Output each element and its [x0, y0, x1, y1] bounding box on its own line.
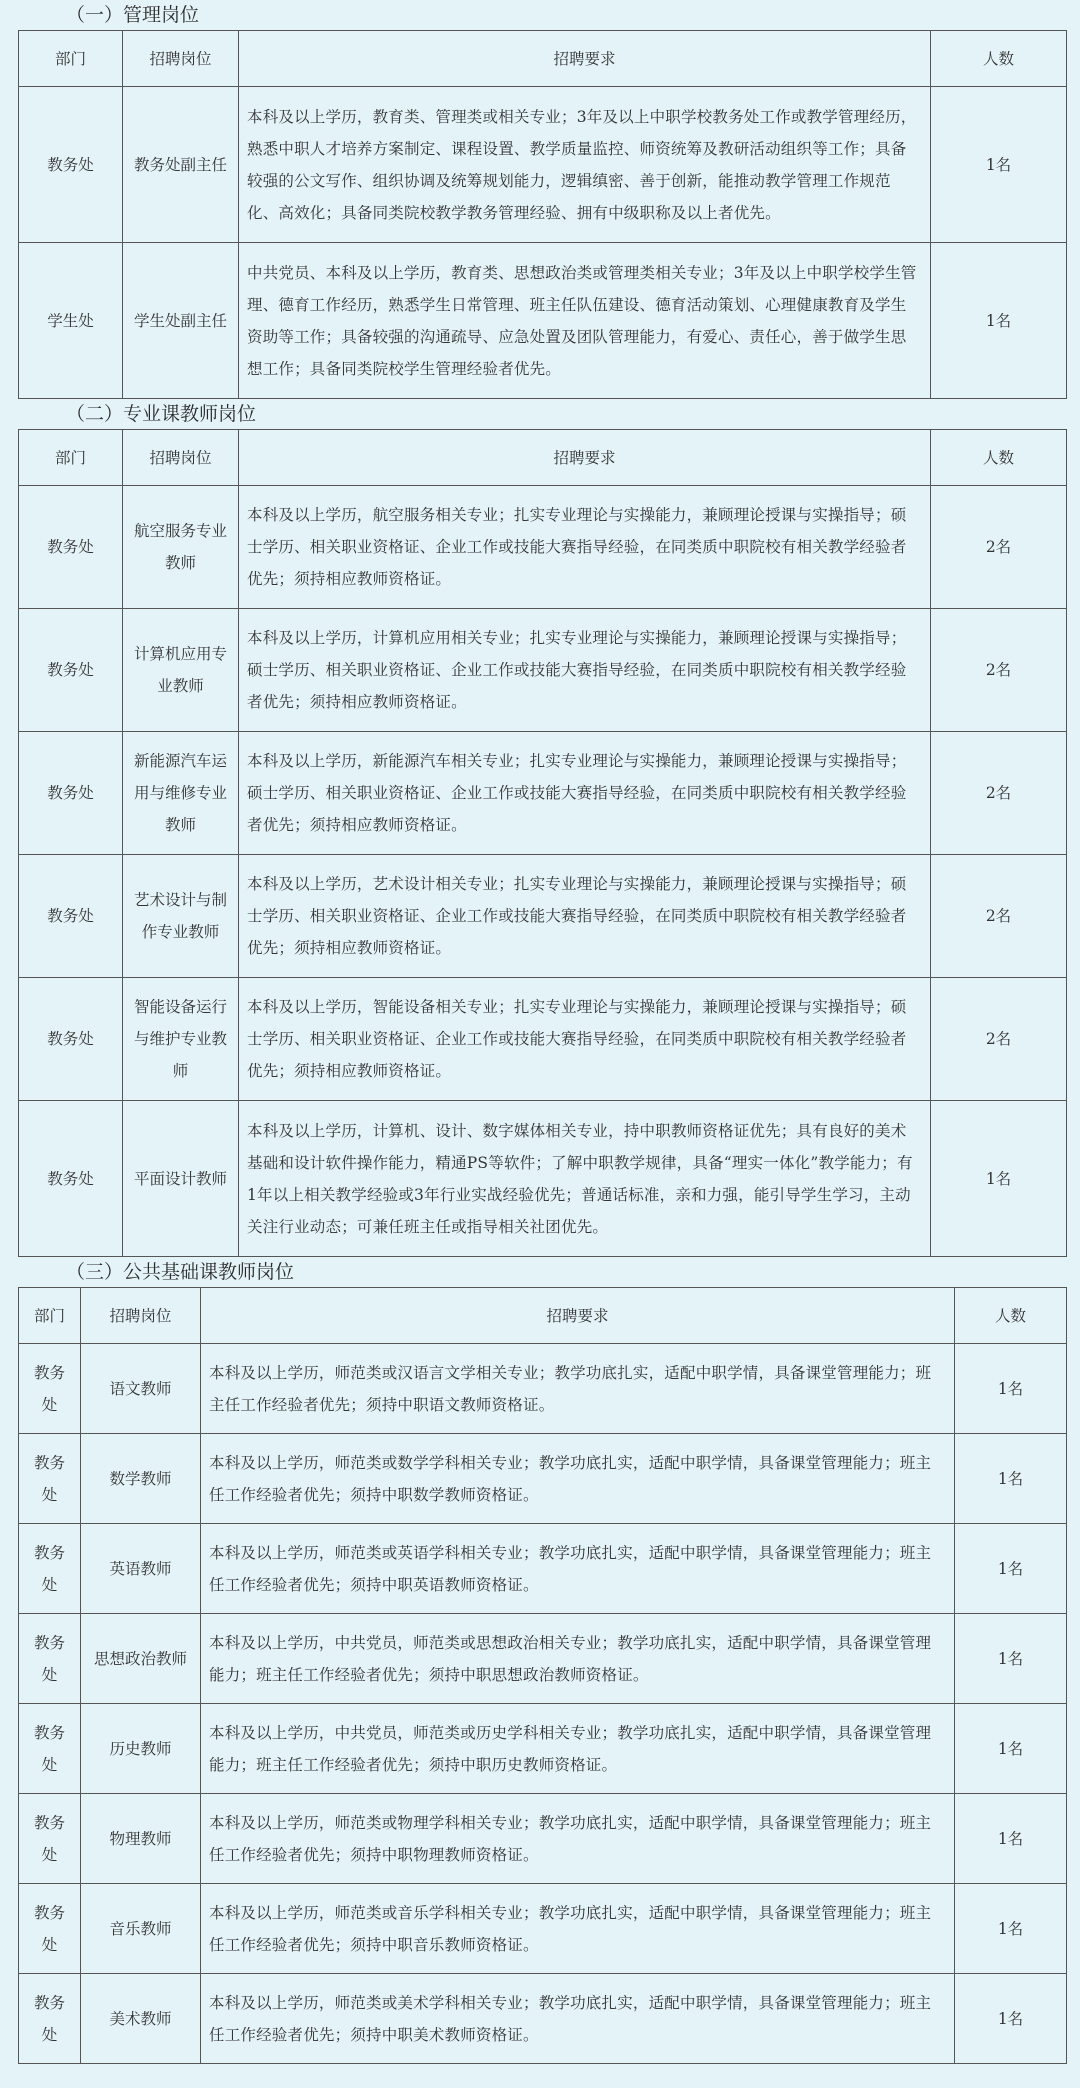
position-cell: 英语教师	[81, 1524, 201, 1614]
header-position: 招聘岗位	[123, 430, 239, 486]
header-count: 人数	[931, 430, 1067, 486]
position-cell: 语文教师	[81, 1344, 201, 1434]
count-cell: 2名	[931, 732, 1067, 855]
count-cell: 1名	[955, 1344, 1067, 1434]
position-cell: 平面设计教师	[123, 1101, 239, 1257]
dept-cell: 教务处	[19, 486, 123, 609]
count-cell: 1名	[931, 1101, 1067, 1257]
requirement-cell: 本科及以上学历，计算机、设计、数字媒体相关专业，持中职教师资格证优先；具有良好的美术基础和设计软件操作能力，精通PS等软件；了解中职教学规律，具备“理实一体化”教学能力；有1年以上相关教学经验或3年行业实战经验优先；普通话标准，亲和力强，能引导学生学习，主动关注行业动态；可兼任班主任或指导相关社团优先。	[239, 1101, 931, 1257]
position-cell: 艺术设计与制作专业教师	[123, 855, 239, 978]
table-row	[19, 1884, 1067, 1974]
header-dept: 部门	[19, 1288, 81, 1344]
position-cell: 学生处副主任	[123, 243, 239, 399]
requirement-cell: 本科及以上学历，师范类或美术学科相关专业；教学功底扎实，适配中职学情，具备课堂管理能力；班主任工作经验者优先；须持中职美术教师资格证。	[201, 1974, 955, 2064]
table-row	[19, 1524, 1067, 1614]
position-cell: 音乐教师	[81, 1884, 201, 1974]
table-row	[19, 486, 1067, 609]
header-requirement: 招聘要求	[201, 1288, 955, 1344]
requirement-cell: 本科及以上学历，中共党员，师范类或思想政治相关专业；教学功底扎实，适配中职学情，具备课堂管理能力；班主任工作经验者优先；须持中职思想政治教师资格证。	[201, 1614, 955, 1704]
section-title: （三）公共基础课教师岗位	[66, 1261, 295, 1283]
dept-cell: 教务处	[19, 978, 123, 1101]
requirement-cell: 本科及以上学历，师范类或汉语言文学相关专业；教学功底扎实，适配中职学情，具备课堂管理能力；班主任工作经验者优先；须持中职语文教师资格证。	[201, 1344, 955, 1434]
header-count: 人数	[955, 1288, 1067, 1344]
requirement-cell: 本科及以上学历，中共党员，师范类或历史学科相关专业；教学功底扎实，适配中职学情，具备课堂管理能力；班主任工作经验者优先；须持中职历史教师资格证。	[201, 1704, 955, 1794]
position-cell: 智能设备运行与维护专业教师	[123, 978, 239, 1101]
table-row	[19, 1614, 1067, 1704]
position-cell: 航空服务专业教师	[123, 486, 239, 609]
header-dept: 部门	[19, 31, 123, 87]
management-table	[18, 30, 1067, 399]
table-row	[19, 732, 1067, 855]
table-row	[19, 1974, 1067, 2064]
requirement-cell: 本科及以上学历，新能源汽车相关专业；扎实专业理论与实操能力，兼顾理论授课与实操指导；硕士学历、相关职业资格证、企业工作或技能大赛指导经验，在同类质中职院校有相关教学经验者优先；须持相应教师资格证。	[239, 732, 931, 855]
dept-cell: 教务处	[19, 1974, 81, 2064]
count-cell: 2名	[931, 486, 1067, 609]
count-cell: 2名	[931, 609, 1067, 732]
dept-cell: 教务处	[19, 1101, 123, 1257]
dept-cell: 教务处	[19, 1884, 81, 1974]
dept-cell: 教务处	[19, 87, 123, 243]
table-row	[19, 1344, 1067, 1434]
dept-cell: 教务处	[19, 855, 123, 978]
count-cell: 1名	[931, 87, 1067, 243]
table-row	[19, 1704, 1067, 1794]
table-row	[19, 1434, 1067, 1524]
position-cell: 教务处副主任	[123, 87, 239, 243]
requirement-cell: 本科及以上学历，教育类、管理类或相关专业；3年及以上中职学校教务处工作或教学管理经历，熟悉中职人才培养方案制定、课程设置、教学质量监控、师资统筹及教研活动组织等工作；具备较强的公文写作、组织协调及统筹规划能力，逻辑缜密、善于创新，能推动教学管理工作规范化、高效化；具备同类院校教学教务管理经验、拥有中级职称及以上者优先。	[239, 87, 931, 243]
count-cell: 1名	[955, 1884, 1067, 1974]
header-count: 人数	[931, 31, 1067, 87]
professional-teacher-table	[18, 429, 1067, 1257]
header-dept: 部门	[19, 430, 123, 486]
dept-cell: 教务处	[19, 1614, 81, 1704]
header-requirement: 招聘要求	[239, 430, 931, 486]
dept-cell: 教务处	[19, 1704, 81, 1794]
count-cell: 2名	[931, 978, 1067, 1101]
basic-course-teacher-table	[18, 1287, 1067, 2064]
position-cell: 历史教师	[81, 1704, 201, 1794]
header-position: 招聘岗位	[123, 31, 239, 87]
position-cell: 数学教师	[81, 1434, 201, 1524]
dept-cell: 教务处	[19, 1434, 81, 1524]
section-title: （一）管理岗位	[66, 4, 200, 26]
requirement-cell: 中共党员、本科及以上学历，教育类、思想政治类或管理类相关专业；3年及以上中职学校学生管理、德育工作经历，熟悉学生日常管理、班主任队伍建设、德育活动策划、心理健康教育及学生资助等工作；具备较强的沟通疏导、应急处置及团队管理能力，有爱心、责任心，善于做学生思想工作；具备同类院校学生管理经验者优先。	[239, 243, 931, 399]
dept-cell: 教务处	[19, 732, 123, 855]
dept-cell: 学生处	[19, 243, 123, 399]
table-row	[19, 978, 1067, 1101]
table-header-row	[19, 430, 1067, 486]
requirement-cell: 本科及以上学历，师范类或物理学科相关专业；教学功底扎实，适配中职学情，具备课堂管理能力；班主任工作经验者优先；须持中职物理教师资格证。	[201, 1794, 955, 1884]
count-cell: 1名	[955, 1794, 1067, 1884]
section-title: （二）专业课教师岗位	[66, 403, 257, 425]
dept-cell: 教务处	[19, 1524, 81, 1614]
position-cell: 计算机应用专业教师	[123, 609, 239, 732]
table-header-row	[19, 31, 1067, 87]
dept-cell: 教务处	[19, 609, 123, 732]
requirement-cell: 本科及以上学历，航空服务相关专业；扎实专业理论与实操能力，兼顾理论授课与实操指导；硕士学历、相关职业资格证、企业工作或技能大赛指导经验，在同类质中职院校有相关教学经验者优先；须持相应教师资格证。	[239, 486, 931, 609]
table-row	[19, 1794, 1067, 1884]
count-cell: 1名	[955, 1974, 1067, 2064]
count-cell: 1名	[955, 1524, 1067, 1614]
table-header-row	[19, 1288, 1067, 1344]
dept-cell: 教务处	[19, 1794, 81, 1884]
requirement-cell: 本科及以上学历，智能设备相关专业；扎实专业理论与实操能力，兼顾理论授课与实操指导；硕士学历、相关职业资格证、企业工作或技能大赛指导经验，在同类质中职院校有相关教学经验者优先；须持相应教师资格证。	[239, 978, 931, 1101]
table-row	[19, 609, 1067, 732]
requirement-cell: 本科及以上学历，师范类或音乐学科相关专业；教学功底扎实，适配中职学情，具备课堂管理能力；班主任工作经验者优先；须持中职音乐教师资格证。	[201, 1884, 955, 1974]
count-cell: 1名	[955, 1614, 1067, 1704]
dept-cell: 教务处	[19, 1344, 81, 1434]
requirement-cell: 本科及以上学历，师范类或英语学科相关专业；教学功底扎实，适配中职学情，具备课堂管理能力；班主任工作经验者优先；须持中职英语教师资格证。	[201, 1524, 955, 1614]
table-row	[19, 1101, 1067, 1257]
header-requirement: 招聘要求	[239, 31, 931, 87]
count-cell: 1名	[955, 1434, 1067, 1524]
requirement-cell: 本科及以上学历，计算机应用相关专业；扎实专业理论与实操能力，兼顾理论授课与实操指导；硕士学历、相关职业资格证、企业工作或技能大赛指导经验，在同类质中职院校有相关教学经验者优先；须持相应教师资格证。	[239, 609, 931, 732]
position-cell: 物理教师	[81, 1794, 201, 1884]
table-row	[19, 243, 1067, 399]
position-cell: 美术教师	[81, 1974, 201, 2064]
requirement-cell: 本科及以上学历，师范类或数学学科相关专业；教学功底扎实，适配中职学情，具备课堂管理能力；班主任工作经验者优先；须持中职数学教师资格证。	[201, 1434, 955, 1524]
position-cell: 新能源汽车运用与维修专业教师	[123, 732, 239, 855]
position-cell: 思想政治教师	[81, 1614, 201, 1704]
table-row	[19, 87, 1067, 243]
count-cell: 1名	[955, 1704, 1067, 1794]
header-position: 招聘岗位	[81, 1288, 201, 1344]
count-cell: 2名	[931, 855, 1067, 978]
count-cell: 1名	[931, 243, 1067, 399]
requirement-cell: 本科及以上学历，艺术设计相关专业；扎实专业理论与实操能力，兼顾理论授课与实操指导；硕士学历、相关职业资格证、企业工作或技能大赛指导经验，在同类质中职院校有相关教学经验者优先；须持相应教师资格证。	[239, 855, 931, 978]
table-row	[19, 855, 1067, 978]
